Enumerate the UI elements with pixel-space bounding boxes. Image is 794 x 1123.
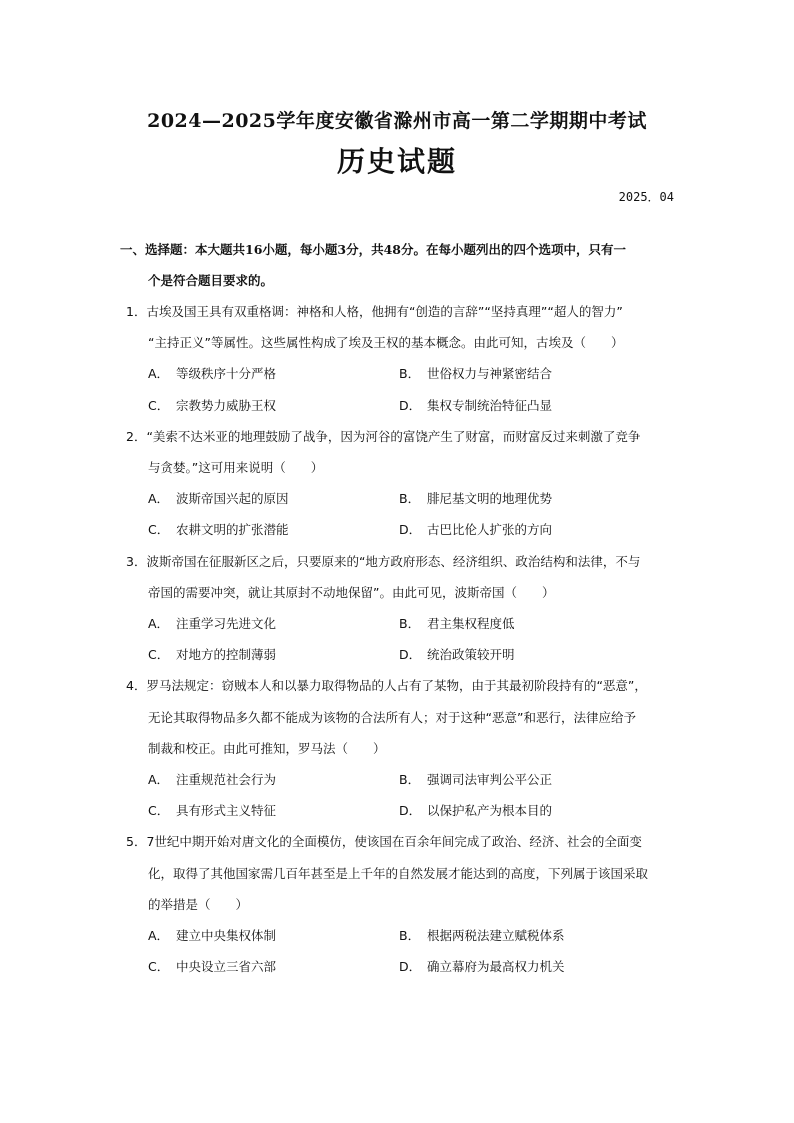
option-text: 注重学习先进文化 xyxy=(176,616,277,631)
question-5-option-c[interactable] xyxy=(148,957,276,975)
option-text: 确立幕府为最高权力机关 xyxy=(427,959,565,974)
question-1-stem-line-1: 1．古埃及国王具有双重格调：神格和人格，他拥有“创造的言辞”“坚持真理”“超人的智力” xyxy=(126,304,623,319)
option-text: 君主集权程度低 xyxy=(427,616,515,631)
option-text: 农耕文明的扩张潜能 xyxy=(176,522,289,537)
question-1-option-a[interactable] xyxy=(148,364,276,382)
option-text: 世俗权力与神紧密结合 xyxy=(427,366,553,381)
question-4-stem-line-2: 无论其取得物品多久都不能成为该物的合法所有人；对于这种“恶意”和恶行，法律应给予 xyxy=(148,710,636,725)
option-label: C． xyxy=(148,803,170,818)
question-5-option-d[interactable] xyxy=(399,957,565,975)
option-label: D． xyxy=(399,398,422,413)
option-label: B． xyxy=(399,491,421,506)
option-label: D． xyxy=(399,803,422,818)
question-2-option-a[interactable] xyxy=(148,489,289,507)
option-label: B． xyxy=(399,928,421,943)
option-label: C． xyxy=(148,398,170,413)
option-label: B． xyxy=(399,616,421,631)
question-2-stem-line-1: 2．“美索不达米亚的地理鼓励了战争，因为河谷的富饶产生了财富，而财富反过来刺激了竞争 xyxy=(126,429,641,444)
option-label: A． xyxy=(148,928,170,943)
option-label: C． xyxy=(148,522,170,537)
question-3-stem-line-2: 帝国的需要冲突，就让其原封不动地保留”。由此可见，波斯帝国（ ） xyxy=(148,585,555,600)
option-label: C． xyxy=(148,647,170,662)
question-4-stem-line-3: 制裁和校正。由此可推知，罗马法（ ） xyxy=(148,741,386,756)
question-5-stem-line-1: 5．7世纪中期开始对唐文化的全面模仿，使该国在百余年间完成了政治、经济、社会的全面变 xyxy=(126,834,642,849)
question-3-option-a[interactable] xyxy=(148,614,276,632)
section-instruction-line-1: 一、选择题：本大题共16小题，每小题3分，共48分。在每小题列出的四个选项中，只有一 xyxy=(120,242,626,257)
option-label: C． xyxy=(148,959,170,974)
option-text: 腓尼基文明的地理优势 xyxy=(427,491,553,506)
option-text: 中央设立三省六部 xyxy=(176,959,277,974)
option-text: 强调司法审判公平公正 xyxy=(427,772,553,787)
option-text: 宗教势力威胁王权 xyxy=(176,398,277,413)
question-1-option-b[interactable] xyxy=(399,364,552,382)
option-text: 注重规范社会行为 xyxy=(176,772,277,787)
question-5-stem-line-2: 化，取得了其他国家需几百年甚至是上千年的自然发展才能达到的高度，下列属于该国采取 xyxy=(148,866,649,881)
option-label: D． xyxy=(399,959,422,974)
question-4-option-a[interactable] xyxy=(148,770,276,788)
question-4-option-b[interactable] xyxy=(399,770,552,788)
option-text: 等级秩序十分严格 xyxy=(176,366,277,381)
option-label: A． xyxy=(148,772,170,787)
question-5-option-b[interactable] xyxy=(399,926,565,944)
option-text: 以保护私产为根本目的 xyxy=(427,803,553,818)
section-instruction-line-2: 个是符合题目要求的。 xyxy=(148,273,274,288)
exam-date: 2025．04 xyxy=(618,190,674,204)
question-3-stem-line-1: 3．波斯帝国在征服新区之后，只要原来的“地方政府形态、经济组织、政治结构和法律，不与 xyxy=(126,554,641,569)
question-3-option-d[interactable] xyxy=(399,645,515,663)
question-1-option-d[interactable] xyxy=(399,396,552,414)
option-text: 具有形式主义特征 xyxy=(176,803,277,818)
option-text: 统治政策较开明 xyxy=(427,647,515,662)
question-1-stem-line-2: “主持正义”等属性。这些属性构成了埃及王权的基本概念。由此可知，古埃及（ ） xyxy=(148,335,624,350)
question-2-stem-line-2: 与贪婪。”这可用来说明（ ） xyxy=(148,460,324,475)
question-3-option-c[interactable] xyxy=(148,645,276,663)
question-4-option-d[interactable] xyxy=(399,801,552,819)
option-label: B． xyxy=(399,772,421,787)
option-text: 波斯帝国兴起的原因 xyxy=(176,491,289,506)
option-text: 对地方的控制薄弱 xyxy=(176,647,277,662)
question-3-option-b[interactable] xyxy=(399,614,515,632)
question-4-option-c[interactable] xyxy=(148,801,276,819)
option-label: B． xyxy=(399,366,421,381)
question-4-stem-line-1: 4．罗马法规定：窃贼本人和以暴力取得物品的人占有了某物，由于其最初阶段持有的“恶意”， xyxy=(126,678,647,693)
question-2-option-c[interactable] xyxy=(148,520,289,538)
question-5-stem-line-3: 的举措是（ ） xyxy=(148,897,249,912)
question-2-option-b[interactable] xyxy=(399,489,552,507)
option-label: D． xyxy=(399,647,422,662)
subject-title: 历史试题 xyxy=(336,145,457,178)
option-label: A． xyxy=(148,366,170,381)
question-2-option-d[interactable] xyxy=(399,520,552,538)
question-5-option-a[interactable] xyxy=(148,926,276,944)
option-text: 建立中央集权体制 xyxy=(176,928,277,943)
question-1-option-c[interactable] xyxy=(148,396,276,414)
option-text: 根据两税法建立赋税体系 xyxy=(427,928,565,943)
option-label: A． xyxy=(148,616,170,631)
option-label: A． xyxy=(148,491,170,506)
exam-title: 2024—2025学年度安徽省滁州市高一第二学期期中考试 xyxy=(147,110,647,132)
option-text: 古巴比伦人扩张的方向 xyxy=(427,522,553,537)
option-label: D． xyxy=(399,522,422,537)
option-text: 集权专制统治特征凸显 xyxy=(427,398,553,413)
